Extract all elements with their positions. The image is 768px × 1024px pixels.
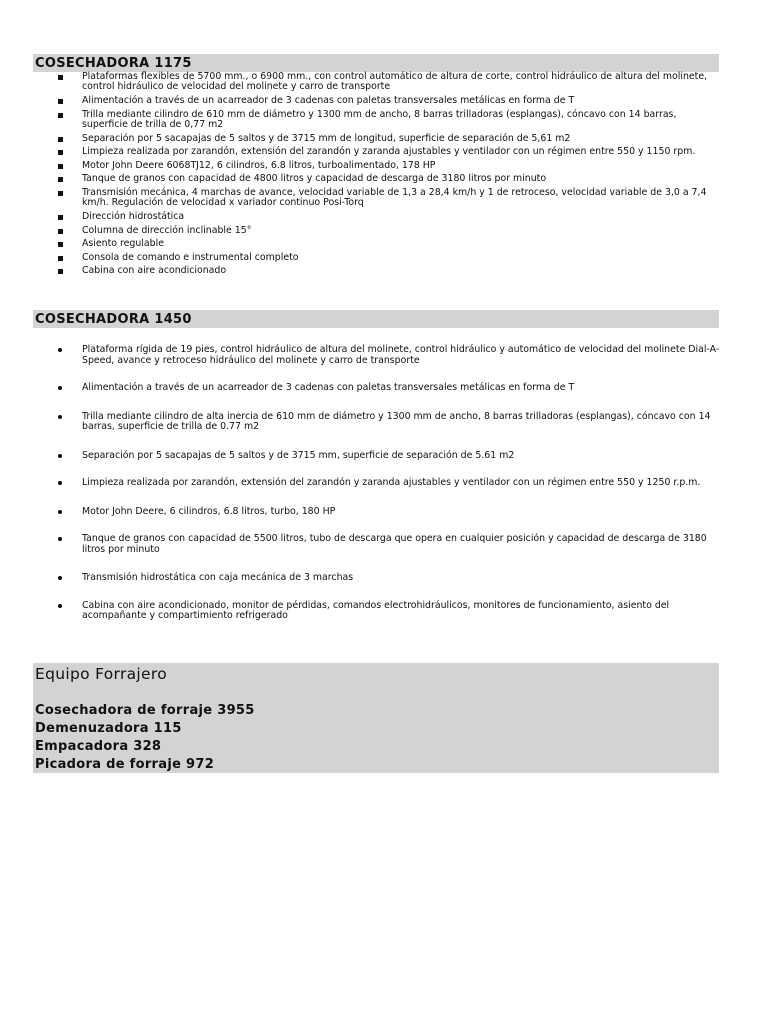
list-item xyxy=(55,266,720,276)
list-item-text: Asiento regulable xyxy=(82,238,164,250)
square-bullet-icon xyxy=(58,215,63,220)
list-item-text: Motor John Deere, 6 cilindros, 6.8 litros, turbo, 180 HP xyxy=(82,505,336,517)
feature-list-1175 xyxy=(55,72,720,280)
list-item xyxy=(55,383,720,394)
section-title-1175: COSECHADORA 1175 xyxy=(33,54,719,72)
forage-equipment-section xyxy=(33,663,719,773)
square-bullet-icon xyxy=(58,177,63,182)
list-item xyxy=(55,96,720,106)
list-item xyxy=(55,253,720,263)
list-item-text: Limpieza realizada por zarandón, extensión del zarandón y zaranda ajustables y ventilador con un régimen entre 550 y 1150 rpm. xyxy=(82,146,696,158)
feature-list-1450 xyxy=(55,345,720,622)
square-bullet-icon xyxy=(58,137,63,142)
list-item xyxy=(55,601,720,622)
list-item xyxy=(55,226,720,236)
list-item xyxy=(55,534,720,555)
list-item-text: Tanque de granos con capacidad de 4800 litros y capacidad de descarga de 3180 litros por minuto xyxy=(82,173,547,185)
round-bullet-icon xyxy=(58,537,62,541)
list-item xyxy=(55,412,720,433)
round-bullet-icon xyxy=(58,454,62,458)
list-item xyxy=(55,478,720,489)
list-item xyxy=(55,72,720,93)
list-item-text: Cabina con aire acondicionado, monitor de pérdidas, comandos electrohidráulicos, monitores de funcionamiento, asiento del acompañante y compartimiento refrigerado xyxy=(82,599,670,621)
list-item-text: Trilla mediante cilindro de alta inercia de 610 mm de diámetro y 1300 mm de ancho, 8 barras trilladoras (esplangas), cóncavo con 14 barras, superficie de trilla de 0.77 m2 xyxy=(82,410,711,432)
list-item-text: Separación por 5 sacapajas de 5 saltos y de 3715 mm de longitud, superficie de separación de 5,61 m2 xyxy=(82,132,571,144)
list-item-text: Alimentación a través de un acarreador de 3 cadenas con paletas transversales metálicas en forma de T xyxy=(82,382,575,393)
list-item xyxy=(55,507,720,518)
list-item xyxy=(55,188,720,209)
list-item xyxy=(55,174,720,184)
list-item-text: Plataforma rígida de 19 pies, control hidráulico de altura del molinete, control hidráulico y automático de velocidad del molinete Dial-A-Speed, avance y retroceso hidráulico del molinete y carro de transporte xyxy=(82,344,720,366)
list-item-text: Transmisión mecánica, 4 marchas de avance, velocidad variable de 1,3 a 28,4 km/h y 1 de retroceso, velocidad variable de 3,0 a 7,4 km/h. Regulación de velocidad x variador continuo Posi-Torq xyxy=(82,186,707,209)
list-item xyxy=(55,110,720,131)
list-item-text: Dirección hidrostática xyxy=(82,210,185,222)
square-bullet-icon xyxy=(58,191,63,196)
list-item-text: Trilla mediante cilindro de 610 mm de diámetro y 1300 mm de ancho, 8 barras trilladoras (esplangas), cóncavo con 14 barras, superficie de trilla de 0,77 m2 xyxy=(82,108,677,130)
forage-section-title: Equipo Forrajero xyxy=(35,665,167,683)
list-item: Demenuzadora 115 xyxy=(35,721,182,736)
list-item xyxy=(55,147,720,157)
list-item: Empacadora 328 xyxy=(35,739,162,754)
list-item-text: Motor John Deere 6068TJ12, 6 cilindros, 6.8 litros, turboalimentado, 178 HP xyxy=(82,159,436,171)
list-item xyxy=(55,573,720,584)
list-item xyxy=(55,451,720,462)
list-item xyxy=(55,212,720,222)
list-item xyxy=(55,345,720,366)
round-bullet-icon xyxy=(58,481,62,485)
list-item-text: Consola de comando e instrumental completo xyxy=(82,251,299,263)
square-bullet-icon xyxy=(58,75,63,80)
round-bullet-icon xyxy=(58,604,62,608)
list-item-text: Alimentación a través de un acarreador de 3 cadenas con paletas transversales metálicas en forma de T xyxy=(82,95,575,106)
list-item-text: Transmisión hidrostática con caja mecánica de 3 marchas xyxy=(82,572,354,583)
round-bullet-icon xyxy=(58,348,62,352)
round-bullet-icon xyxy=(58,576,62,580)
list-item-text: Plataformas flexibles de 5700 mm., o 6900 mm., con control automático de altura de corte, control hidráulico de altura del molinete, control hidráulico de velocidad del molinete y carro de transporte xyxy=(82,71,708,93)
list-item xyxy=(55,134,720,144)
square-bullet-icon xyxy=(58,113,63,118)
list-item: Picadora de forraje 972 xyxy=(35,757,215,772)
square-bullet-icon xyxy=(58,164,63,169)
square-bullet-icon xyxy=(58,269,63,274)
square-bullet-icon xyxy=(58,242,63,247)
list-item-text: Cabina con aire acondicionado xyxy=(82,265,227,277)
list-item-text: Tanque de granos con capacidad de 5500 litros, tubo de descarga que opera en cualquier posición y capacidad de descarga de 3180 litros por minuto xyxy=(82,533,707,555)
list-item xyxy=(55,239,720,249)
list-item: Cosechadora de forraje 3955 xyxy=(35,703,255,718)
round-bullet-icon xyxy=(58,415,62,419)
square-bullet-icon xyxy=(58,150,63,155)
round-bullet-icon xyxy=(58,510,62,514)
square-bullet-icon xyxy=(58,256,63,261)
square-bullet-icon xyxy=(58,229,63,234)
list-item-text: Separación por 5 sacapajas de 5 saltos y de 3715 mm, superficie de separación de 5.61 m2 xyxy=(82,449,515,461)
list-item-text: Columna de dirección inclinable 15° xyxy=(82,224,252,236)
list-item xyxy=(55,161,720,171)
list-item-text: Limpieza realizada por zarandón, extensión del zarandón y zaranda ajustables y ventilador con un régimen entre 550 y 1250 r.p.m. xyxy=(82,477,701,488)
round-bullet-icon xyxy=(58,386,62,390)
section-title-1450: COSECHADORA 1450 xyxy=(33,310,719,328)
square-bullet-icon xyxy=(58,99,63,104)
forage-equipment-list xyxy=(35,702,255,774)
